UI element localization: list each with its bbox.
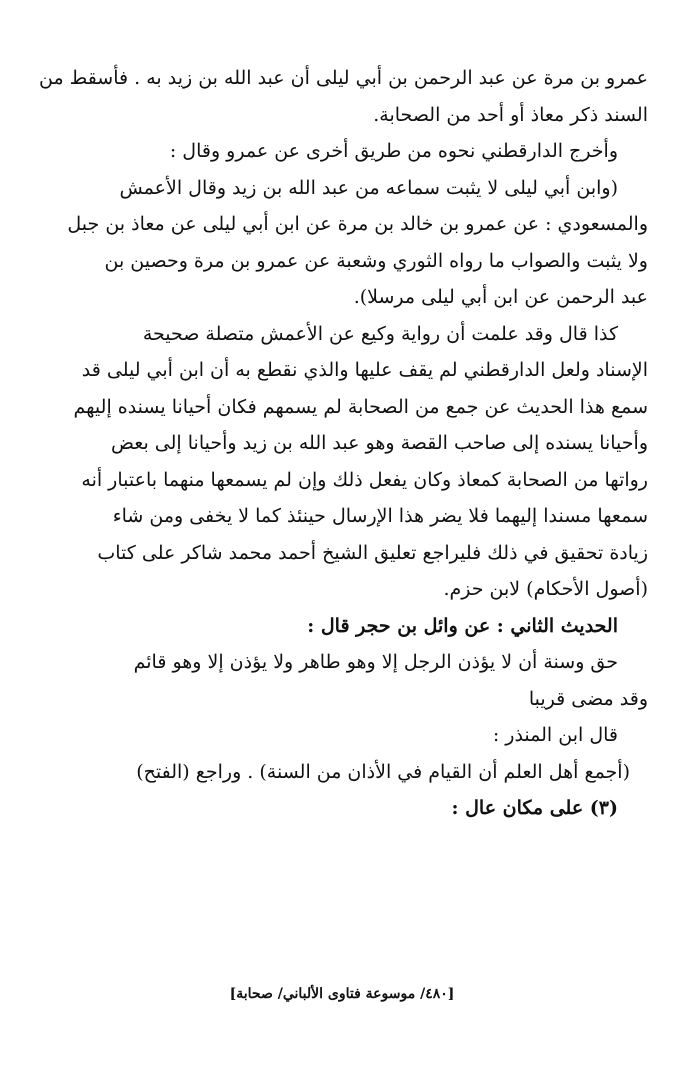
- text-line: السند ذكر معاذ أو أحد من الصحابة.: [373, 103, 648, 126]
- body-text: [30, 60, 648, 827]
- text-line: والمسعودي : عن عمرو بن خالد بن مرة عن ابن أبي ليلى عن معاذ بن جبل: [67, 213, 648, 235]
- section-heading: (٣) على مكان عال :: [451, 797, 618, 819]
- text-line: كذا قال وقد علمت أن رواية وكيع عن الأعمش متصلة صحيحة: [142, 322, 618, 345]
- text-line: وأخرج الدارقطني نحوه من طريق أخرى عن عمرو وقال :: [169, 140, 618, 162]
- page-footer: [٤٨٠/ موسوعة فتاوى الألباني/ صحابة]: [229, 986, 455, 1002]
- text-line: عمرو بن مرة عن عبد الرحمن بن أبي ليلى أن عبد الله بن زيد به . فأسقط من: [38, 67, 648, 89]
- text-line: وقد مضى قريبا: [528, 687, 648, 710]
- text-line: (وابن أبي ليلى لا يثبت سماعه من عبد الله بن زيد وقال الأعمش: [119, 176, 618, 199]
- section-heading: الحديث الثاني : عن وائل بن حجر قال :: [307, 614, 618, 637]
- text-line: (أصول الأحكام) لابن حزم.: [443, 578, 648, 600]
- text-line: ولا يثبت والصواب ما رواه الثوري وشعبة عن عمرو بن مرة وحصين بن: [104, 249, 648, 272]
- text-line: سمعها مسندا إليهما فلا يضر هذا الإرسال حينئذ كما لا يخفى ومن شاء: [112, 505, 648, 527]
- text-line: زيادة تحقيق في ذلك فليراجع تعليق الشيخ أحمد محمد شاكر على كتاب: [97, 541, 648, 564]
- text-line: قال ابن المنذر :: [492, 724, 618, 746]
- text-line: رواتها من الصحابة كمعاذ وكان يفعل ذلك وإن لم يسمعها منهما باعتبار أنه: [81, 468, 648, 491]
- text-line: (أجمع أهل العلم أن القيام في الأذان من السنة) . وراجع (الفتح): [136, 760, 630, 783]
- text-line: سمع هذا الحديث عن جمع من الصحابة لم يسمهم فكان أحيانا يسنده إليهم: [73, 395, 648, 418]
- text-line: وأحيانا يسنده إلى صاحب القصة وهو عبد الله بن زيد وأحيانا إلى بعض: [111, 432, 648, 454]
- text-line: الإسناد ولعل الدارقطني لم يقف عليها والذي نقطع به أن ابن أبي ليلى قد: [81, 359, 648, 381]
- text-line: عبد الرحمن عن ابن أبي ليلى مرسلا).: [353, 286, 648, 308]
- text-line: حق وسنة أن لا يؤذن الرجل إلا وهو طاهر ولا يؤذن إلا وهو قائم: [133, 651, 618, 673]
